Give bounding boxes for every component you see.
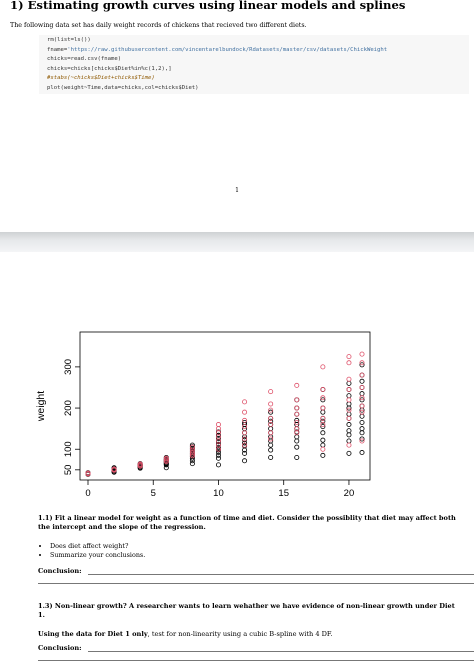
data-point [242, 400, 246, 404]
answer-line[interactable] [38, 660, 474, 661]
intro-text: The following data set has daily weight records of chickens that recieved two different diets. [10, 22, 307, 29]
code-token: plot(weight~Time,data=chicks,col=chicks$Diet) [47, 84, 199, 91]
code-line [39, 36, 469, 46]
data-point [321, 443, 325, 447]
data-point [269, 416, 273, 420]
data-point [347, 451, 351, 455]
y-axis-title: weight [35, 390, 47, 422]
data-point [321, 438, 325, 442]
code-token: chicks=chicks[chicks$Diet%in%c(1,2),] [47, 65, 172, 72]
page-separator [0, 232, 474, 252]
data-point [269, 448, 273, 452]
y-tick-label: 200 [63, 400, 74, 416]
code-line [39, 74, 469, 84]
data-point [347, 398, 351, 402]
data-point [321, 406, 325, 410]
data-point [347, 439, 351, 443]
data-point [347, 422, 351, 426]
data-point [295, 455, 299, 459]
data-point [360, 420, 364, 424]
data-point [360, 385, 364, 389]
data-point [242, 410, 246, 414]
code-line [39, 65, 469, 75]
conclusion-1-1 [38, 567, 82, 575]
code-line [39, 84, 469, 94]
code-token: chicks=read.csv(fname) [47, 56, 122, 62]
question-1-3-instruction [38, 630, 458, 639]
data-point [321, 447, 325, 451]
document-page-1 [0, 0, 474, 232]
x-tick-label: 20 [343, 488, 355, 499]
question-1-1-bullets [38, 542, 145, 559]
data-point [269, 443, 273, 447]
bullet-item: • Does diet affect weight? [50, 542, 145, 551]
y-tick-label: 50 [63, 464, 74, 476]
data-point [321, 387, 325, 391]
data-point [360, 450, 364, 454]
data-point [321, 416, 325, 420]
data-point [295, 398, 299, 402]
y-tick-label: 300 [63, 358, 74, 375]
code-token: rm(list=ls()) [47, 37, 91, 43]
data-point [269, 431, 273, 435]
data-point [360, 352, 364, 356]
data-point [360, 414, 364, 418]
data-point [295, 439, 299, 443]
x-tick-label: 10 [213, 488, 224, 499]
data-point [216, 422, 220, 426]
data-point [360, 404, 364, 408]
data-point [269, 389, 273, 393]
code-token: 'https://raw.githubusercontent.com/vincentarelbundock/Rdatasets/master/csv/datasets/ChickWeight [67, 46, 388, 53]
document-page-2 [0, 252, 474, 672]
data-point [347, 429, 351, 433]
code-token: fname= [47, 46, 68, 53]
instruction-emphasis: Using the data for Diet 1 only [38, 630, 148, 638]
data-point [242, 459, 246, 463]
data-point [269, 427, 273, 431]
data-point [347, 387, 351, 391]
bullet-item: • Summarize your conclusions. [50, 551, 145, 560]
section-title: 1) Estimating growth curves using linear models and splines [10, 0, 406, 12]
code-line [39, 46, 469, 56]
data-point [360, 379, 364, 383]
data-point [321, 431, 325, 435]
code-token: #stabs(~chicks$Diet+chicks$Time) [47, 75, 155, 81]
conclusion-label: Conclusion: [38, 567, 82, 575]
scatter-plot [30, 292, 390, 507]
data-point [295, 435, 299, 439]
answer-line[interactable] [38, 583, 474, 584]
plot-frame [80, 332, 370, 480]
data-point [360, 431, 364, 435]
data-point [347, 394, 351, 398]
data-point [295, 412, 299, 416]
data-point [321, 410, 325, 414]
data-point [321, 453, 325, 457]
data-point [347, 354, 351, 358]
data-point [360, 392, 364, 396]
data-point [347, 443, 351, 447]
data-point [347, 377, 351, 381]
x-tick-label: 0 [85, 488, 91, 499]
data-point [321, 365, 325, 369]
data-point [347, 433, 351, 437]
data-point [216, 463, 220, 467]
data-point [269, 402, 273, 406]
data-point [347, 361, 351, 365]
data-point [295, 383, 299, 387]
data-point [360, 427, 364, 431]
y-tick-label: 100 [63, 441, 74, 458]
answer-line[interactable] [88, 651, 474, 652]
data-point [295, 445, 299, 449]
data-point [360, 373, 364, 377]
data-point [347, 416, 351, 420]
instruction-rest: , test for non-linearity using a cubic B-spline with 4 DF. [147, 630, 333, 638]
answer-line[interactable] [88, 574, 474, 575]
question-1-3-heading: 1.3) Non-linear growth? A researcher wants to learn wehather we have evidence of non-linear growth under Diet 1. [38, 602, 455, 619]
data-point [347, 402, 351, 406]
page-number: 1 [235, 187, 239, 194]
data-point [295, 406, 299, 410]
question-1-1-heading: 1.1) Fit a linear model for weight as a function of time and diet. Consider the possiblity that diet may affect both the intercept and the slope of the regression. [38, 514, 456, 531]
data-point [347, 412, 351, 416]
code-line [39, 55, 469, 65]
data-point [347, 381, 351, 385]
code-block [39, 35, 469, 94]
data-point [242, 431, 246, 435]
data-point [269, 455, 273, 459]
conclusion-1-3 [38, 644, 82, 652]
x-tick-label: 5 [150, 488, 156, 499]
conclusion-label: Conclusion: [38, 644, 82, 652]
x-tick-label: 15 [278, 488, 290, 499]
